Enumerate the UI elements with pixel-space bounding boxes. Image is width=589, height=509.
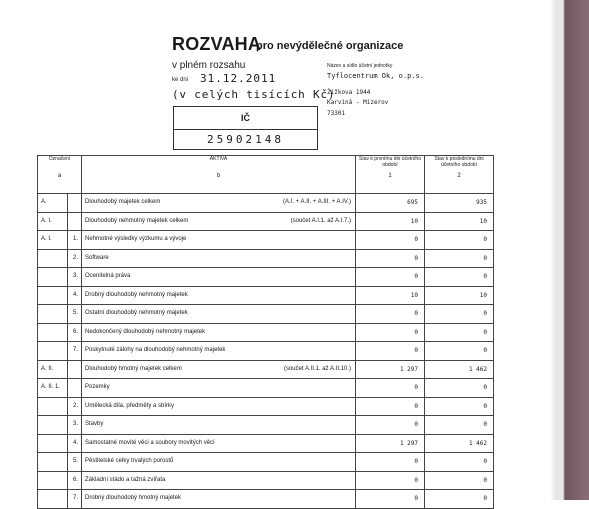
row-subcode (68, 379, 82, 398)
row-subcode: 3. (68, 268, 82, 287)
row-label: Stavby (85, 421, 104, 428)
row-code (38, 434, 68, 453)
row-value-start: 695 (356, 194, 425, 213)
row-code (38, 453, 68, 472)
row-subcode: 6. (68, 323, 82, 342)
row-name (82, 305, 356, 324)
row-label: Nedokončený dlouhodobý nehmotný majetek (85, 328, 206, 335)
ic-label: IČ (174, 107, 317, 130)
table-row (38, 342, 494, 361)
row-value-start: 0 (356, 249, 425, 268)
row-code (38, 286, 68, 305)
row-label: Ostatní dlouhodobý nehmotný majetek (85, 310, 188, 317)
row-code (38, 342, 68, 361)
row-value-end: 0 (425, 416, 494, 435)
row-value-end: 0 (425, 397, 494, 416)
table-row (38, 379, 494, 398)
row-value-start: 0 (356, 379, 425, 398)
row-value-end: 0 (425, 453, 494, 472)
organization-street: Žižkova 1944 (327, 89, 371, 96)
table-row (38, 453, 494, 472)
row-value-end: 0 (425, 249, 494, 268)
row-value-start: 0 (356, 453, 425, 472)
date-label: ke dni (172, 77, 189, 83)
table-row (38, 194, 494, 213)
row-name (82, 212, 356, 231)
row-value-end: 0 (425, 379, 494, 398)
row-subcode (68, 194, 82, 213)
row-name (82, 453, 356, 472)
table-header-row (38, 156, 494, 194)
row-name (82, 379, 356, 398)
background-strip (555, 0, 589, 500)
table-row (38, 490, 494, 509)
organization-label: Název a sídlo účetní jednotky (327, 63, 393, 69)
row-code (38, 249, 68, 268)
table-row (38, 249, 494, 268)
row-value-start: 0 (356, 416, 425, 435)
header-name: AKTIVA b (82, 156, 356, 194)
row-name (82, 471, 356, 490)
row-label: Nehmotné výsledky výzkumu a vývoje (85, 236, 187, 243)
row-value-end: 0 (425, 231, 494, 250)
table-row (38, 323, 494, 342)
row-formula: (součet A.I.1. až A.I.7.) (290, 217, 351, 224)
document-title: ROZVAHA (172, 34, 262, 54)
row-name (82, 249, 356, 268)
row-subcode: 7. (68, 490, 82, 509)
row-code (38, 305, 68, 324)
row-value-start: 10 (356, 212, 425, 231)
header-col2: Stav k poslednímu dni účetního období 2 (425, 156, 494, 194)
table-row (38, 434, 494, 453)
table-row (38, 360, 494, 379)
row-formula: (součet A.II.1. až A.II.10.) (283, 365, 351, 372)
header-code: Označení a (38, 156, 82, 194)
row-value-start: 0 (356, 490, 425, 509)
row-label: Samostatné movité věci a soubory movitých věcí (85, 439, 215, 446)
organization-zip: 73301 (327, 110, 346, 117)
row-label: Pěstitelské celky trvalých porostů (85, 458, 174, 465)
document-title-suffix: pro nevýdělečné organizace (256, 40, 404, 52)
row-subcode: 1. (68, 231, 82, 250)
header-col1: Stav k prvnímu dni účetního období 1 (356, 156, 425, 194)
table-row (38, 397, 494, 416)
row-label: Umělecká díla, předměty a sbírky (85, 402, 175, 409)
row-value-start: 0 (356, 397, 425, 416)
row-value-start: 10 (356, 286, 425, 305)
table-row (38, 212, 494, 231)
row-value-end: 0 (425, 323, 494, 342)
row-label: Dlouhodobý majetek celkem (85, 199, 161, 206)
table-row (38, 471, 494, 490)
row-name (82, 323, 356, 342)
table-row (38, 231, 494, 250)
row-name (82, 194, 356, 213)
row-subcode: 2. (68, 249, 82, 268)
units-note: (v celých tisících Kč) (172, 88, 336, 101)
ic-value: 25902148 (207, 133, 284, 146)
row-code (38, 268, 68, 287)
row-formula: (A.I. + A.II. + A.III. + A.IV.) (283, 199, 351, 205)
document-subtitle: v plném rozsahu (172, 60, 246, 71)
row-code: A. II. (38, 360, 68, 379)
row-label: Drobný dlouhodobý hmotný majetek (85, 495, 182, 502)
row-value-start: 0 (356, 268, 425, 287)
row-subcode: 5. (68, 453, 82, 472)
row-name (82, 360, 356, 379)
row-value-end: 935 (425, 194, 494, 213)
row-subcode (68, 212, 82, 231)
row-subcode: 5. (68, 305, 82, 324)
row-name (82, 416, 356, 435)
organization-city: Karviná - Mizerov (327, 99, 389, 106)
ic-box (173, 106, 318, 150)
row-name (82, 231, 356, 250)
row-code: A. II. 1. (38, 379, 68, 398)
row-code: A. I. (38, 212, 68, 231)
row-code (38, 416, 68, 435)
row-value-end: 0 (425, 268, 494, 287)
row-value-start: 0 (356, 231, 425, 250)
row-name (82, 268, 356, 287)
organization-name: Tyflocentrum Ok, o.p.s. (327, 72, 424, 80)
row-code (38, 397, 68, 416)
row-value-end: 1 462 (425, 434, 494, 453)
row-code (38, 490, 68, 509)
row-name (82, 397, 356, 416)
row-name (82, 490, 356, 509)
table-row (38, 416, 494, 435)
row-subcode: 4. (68, 434, 82, 453)
row-subcode: 4. (68, 286, 82, 305)
row-value-end: 0 (425, 490, 494, 509)
row-subcode: 2. (68, 397, 82, 416)
row-value-start: 0 (356, 305, 425, 324)
row-value-end: 0 (425, 471, 494, 490)
row-code: A. (38, 194, 68, 213)
table-row (38, 268, 494, 287)
row-value-start: 1 297 (356, 360, 425, 379)
row-value-start: 0 (356, 342, 425, 361)
row-name (82, 342, 356, 361)
table-row (38, 286, 494, 305)
row-label: Dlouhodobý nehmotný majetek celkem (85, 217, 189, 224)
row-label: Ocenitelná práva (85, 273, 131, 280)
row-label: Software (85, 254, 109, 261)
table-row (38, 305, 494, 324)
row-code (38, 471, 68, 490)
row-label: Dlouhodobý hmotný majetek celkem (85, 365, 182, 372)
row-label: Základní stádo a tažná zvířata (85, 476, 166, 483)
row-subcode: 6. (68, 471, 82, 490)
date-value: 31.12.2011 (200, 72, 277, 85)
balance-table (37, 155, 494, 509)
row-name (82, 434, 356, 453)
row-value-end: 10 (425, 286, 494, 305)
row-label: Drobný dlouhodobý nehmotný majetek (85, 291, 188, 298)
row-code (38, 323, 68, 342)
row-subcode: 3. (68, 416, 82, 435)
row-value-end: 1 462 (425, 360, 494, 379)
row-label: Pozemky (85, 384, 110, 391)
row-subcode (68, 360, 82, 379)
row-value-start: 1 297 (356, 434, 425, 453)
row-subcode: 7. (68, 342, 82, 361)
row-value-end: 0 (425, 305, 494, 324)
row-value-end: 10 (425, 212, 494, 231)
row-label: Poskytnuté zálohy na dlouhodobý nehmotný majetek (85, 347, 226, 354)
row-code: A. I. (38, 231, 68, 250)
row-value-start: 0 (356, 471, 425, 490)
row-name (82, 286, 356, 305)
row-value-start: 0 (356, 323, 425, 342)
row-value-end: 0 (425, 342, 494, 361)
